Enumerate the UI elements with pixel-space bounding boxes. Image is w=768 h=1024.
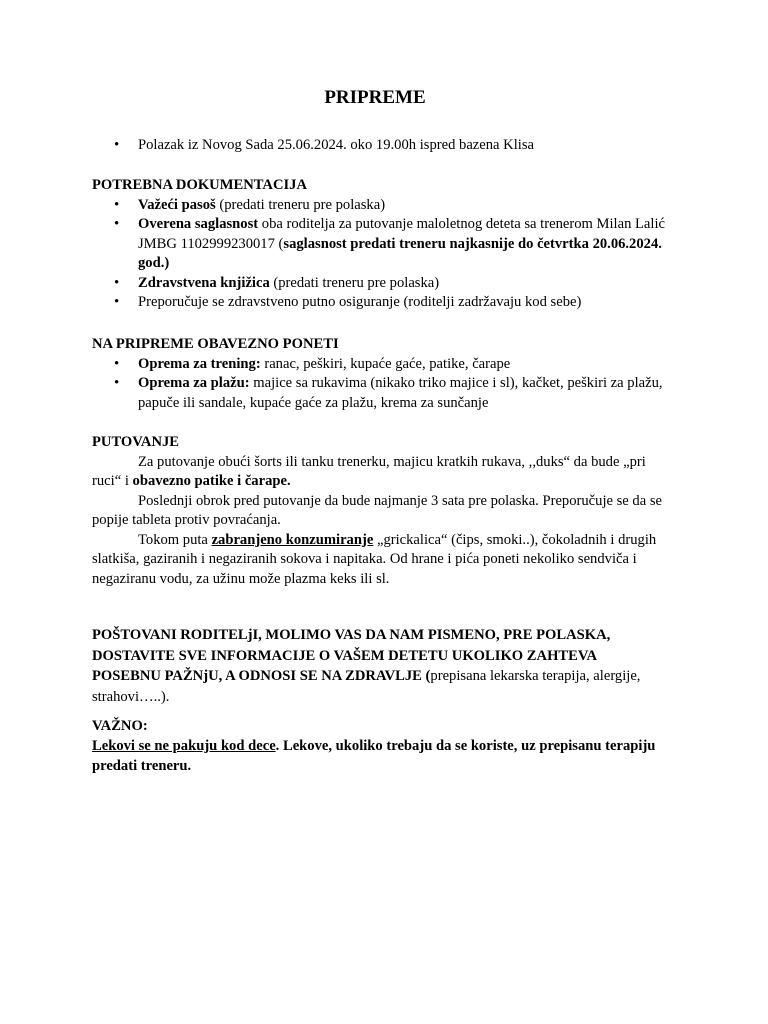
parents-normal-text: prepisana lekarska terapija, alergije, strahovi…..).	[92, 668, 641, 705]
travel-meal-text: Poslednji obrok pred putovanje da bude najmanje 3 sata pre polaska. Preporučuje se da se popije tableta protiv povraćanja.	[92, 492, 663, 528]
parents-section	[92, 625, 666, 707]
consent-label: Overena saglasnost	[138, 216, 259, 232]
training-gear-label: Oprema za trening:	[138, 355, 261, 372]
list-item	[92, 293, 672, 313]
list-item	[92, 274, 672, 294]
list-item	[92, 196, 672, 216]
beach-gear-label: Oprema za plažu:	[138, 375, 250, 391]
travel-section	[92, 433, 672, 589]
health-card-label: Zdravstvena knjižica	[138, 274, 270, 291]
travel-paragraph-2	[92, 492, 672, 531]
passport-text: (predati treneru pre polaska)	[215, 196, 386, 213]
consent-text: oba roditelja za putovanje maloletnog deteta sa trenerom Milan Lalić JMBG 1102999230017 (	[138, 216, 665, 252]
training-gear-text: ranac, peškiri, kupaće gaće, patike, čarape	[260, 355, 511, 372]
parents-bold-text: POŠTOVANI RODITELjI, MOLIMO VAS DA NAM PISMENO, PRE POLASKA, DOSTAVITE SVE INFORMACIJE O VAŠEM DETETU UKOLIKO ZAHTEVA POSEBNU PAŽNjU, A ODNOSI SE NA ZDRAVLJE (	[92, 627, 611, 684]
page-title: PRIPREME	[324, 87, 426, 108]
insurance-text: Preporučuje se zdravstveno putno osiguranje (roditelji zadržavaju kod sebe)	[138, 294, 582, 310]
travel-shoes-bold: obavezno patike i čarape.	[132, 473, 291, 489]
documentation-section	[92, 176, 672, 313]
travel-paragraph-3	[92, 531, 672, 590]
important-bold-text: . Lekove, ukoliko trebaju da se koriste, uz prepisanu terapiju predati treneru.	[92, 738, 656, 774]
departure-section	[92, 136, 672, 156]
health-card-text: (predati treneru pre polaska)	[269, 274, 440, 291]
travel-food-text-2: „grickalica“ (čips, smoki..), čokoladnih i drugih slatkiša, gaziranih i negaziranih sokova i napitaka. Od hrane i pića poneti nekoliko sendviča i negaziranu vodu, za užinu može plazma keks ili sl.	[92, 531, 657, 587]
bring-heading: NA PRIPREME OBAVEZNO PONETI	[92, 336, 339, 352]
list-item	[92, 355, 672, 375]
important-heading: VAŽNO:	[92, 718, 148, 734]
consent-deadline: saglasnost predati treneru najkasnije do četvrtka 20.06.2024. god.)	[138, 235, 662, 271]
important-paragraph	[92, 736, 662, 776]
list-item	[92, 215, 672, 274]
travel-forbidden-underline: zabranjeno konzumiranje	[211, 531, 374, 548]
passport-label: Važeći pasoš	[138, 196, 216, 213]
important-underline: Lekovi se ne pakuju kod dece	[92, 738, 276, 754]
documentation-heading: POTREBNA DOKUMENTACIJA	[92, 177, 308, 193]
travel-clothing-text: Za putovanje obući šorts ili tanku trenerku, majicu kratkih rukava, ,,duks“ da bude „pri ruci“ i	[92, 453, 646, 489]
bring-section	[92, 335, 672, 413]
departure-item	[92, 136, 672, 156]
travel-paragraph-1	[92, 453, 672, 492]
departure-text: Polazak iz Novog Sada 25.06.2024. oko 19.00h ispred bazena Klisa	[138, 137, 534, 153]
beach-gear-text: majice sa rukavima (nikako triko majice i sl), kačket, peškiri za plažu, papuče ili sandale, kupaće gaće za plažu, krema za sunčanje	[138, 375, 663, 411]
parents-paragraph	[92, 625, 666, 707]
important-section	[92, 716, 662, 776]
travel-food-text-1: Tokom puta	[138, 531, 212, 548]
travel-heading: PUTOVANJE	[92, 434, 180, 450]
list-item	[92, 374, 672, 413]
